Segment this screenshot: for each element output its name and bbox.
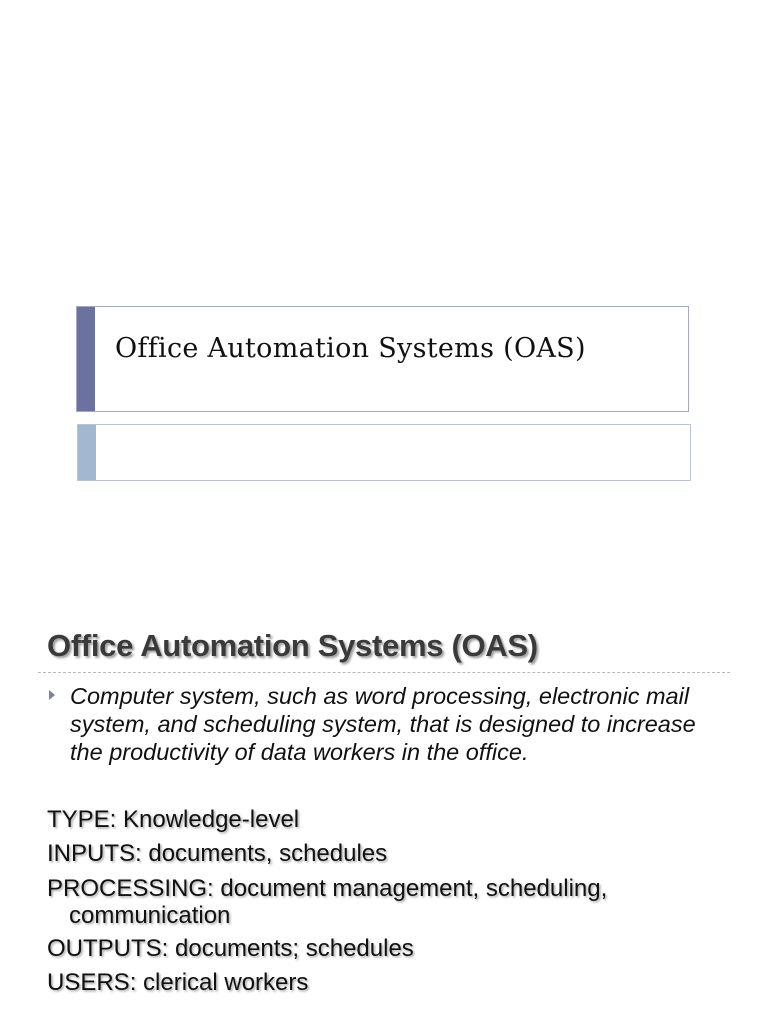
- detail-inputs: INPUTS: documents, schedules: [47, 840, 388, 867]
- detail-users: USERS: clerical workers: [47, 969, 309, 996]
- content-slide-heading: Office Automation Systems (OAS): [47, 628, 538, 663]
- detail-processing: PROCESSING: document management, scheduling,: [47, 875, 608, 902]
- title-accent-bar: [77, 307, 95, 411]
- title-slide-subtitle-box: [77, 424, 691, 481]
- detail-processing-continued: communication: [69, 902, 231, 929]
- detail-outputs: OUTPUTS: documents; schedules: [47, 935, 414, 962]
- oas-details-list: [47, 803, 737, 1000]
- bullet-text: Computer system, such as word processing, electronic mail system, and scheduling system, that is designed to increase the productivity of data workers in the office.: [70, 683, 696, 765]
- slide-title: Office Automation Systems (OAS): [115, 333, 586, 364]
- triangle-bullet-icon: [49, 690, 55, 700]
- title-slide-title-box: [76, 306, 689, 412]
- detail-type: TYPE: Knowledge-level: [47, 806, 300, 833]
- heading-divider: [38, 672, 730, 673]
- subtitle-accent-bar: [78, 425, 96, 480]
